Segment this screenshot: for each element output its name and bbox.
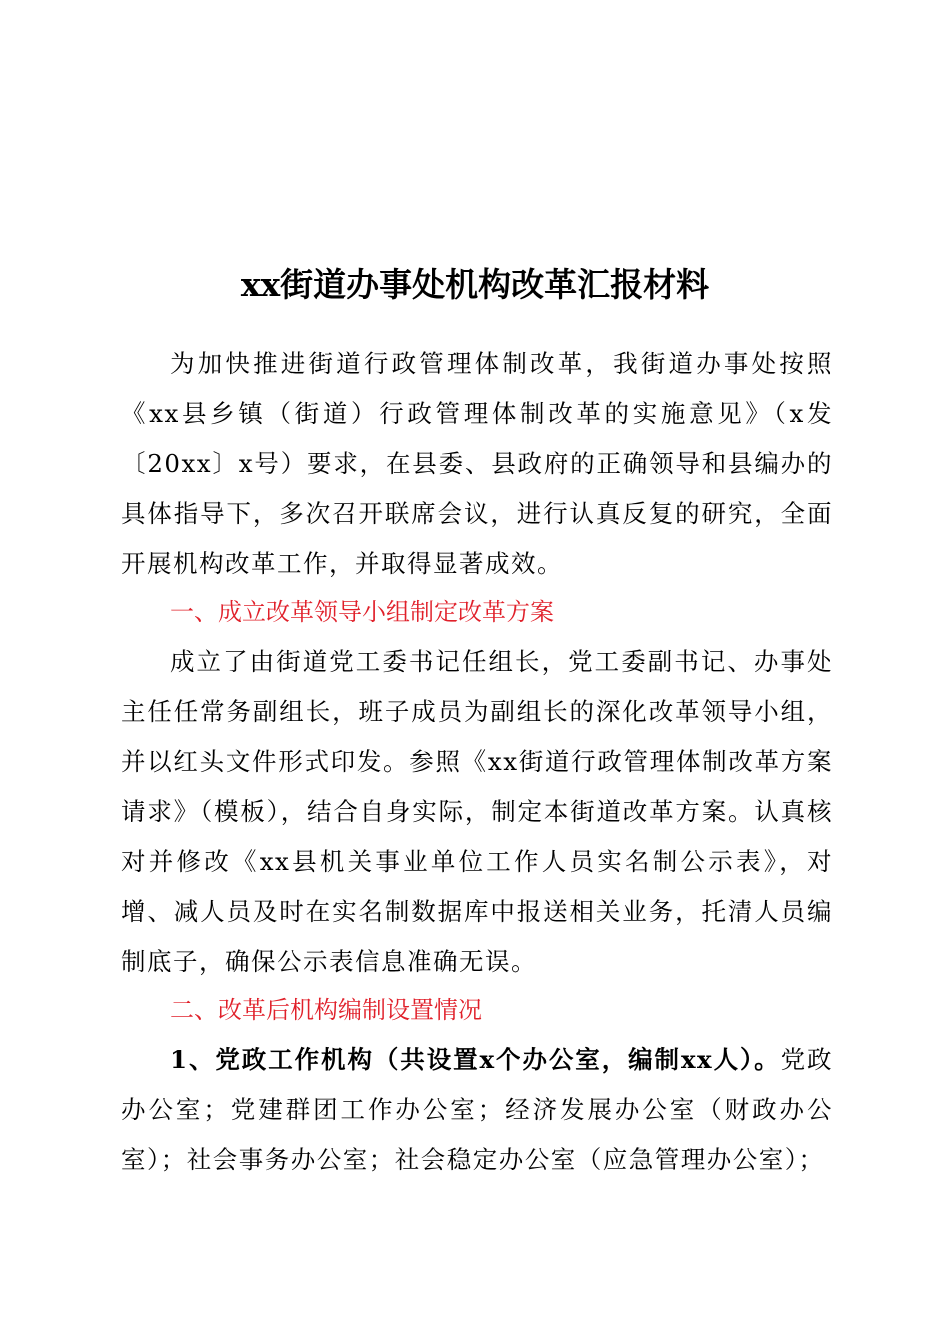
item-1-bold-lead: 1、党政工作机构（共设置x个办公室，编制xx人）。 bbox=[170, 1045, 781, 1074]
document-title: xx街道办事处机构改革汇报材料 bbox=[240, 265, 710, 304]
intro-paragraph: 为加快推进街道行政管理体制改革，我街道办事处按照《xx县乡镇（街道）行政管理体制改革的实施意见》（x发〔20xx〕x号）要求，在县委、县政府的正确领导和县编办的具体指导下，多次召开联席会议，进行认真反复的研究，全面开展机构改革工作，并取得显著成效。 bbox=[121, 349, 833, 578]
item-1-body: 党政办公室；党建群团工作办公室；经济发展办公室（财政办公室）；社会事务办公室；社会稳定办公室（应急管理办公室）； bbox=[121, 1045, 833, 1174]
section-2-paragraph bbox=[121, 1035, 833, 1185]
section-2-heading: 二、改革后机构编制设置情况 bbox=[170, 996, 482, 1024]
section-1-paragraph: 成立了由街道党工委书记任组长，党工委副书记、办事处主任任常务副组长，班子成员为副组长的深化改革领导小组，并以红头文件形式印发。参照《xx街道行政管理体制改革方案请求》（模板），结合自身实际，制定本街道改革方案。认真核对并修改《xx县机关事业单位工作人员实名制公示表》，对增、减人员及时在实名制数据库中报送相关业务，托清人员编制底子，确保公示表信息准确无误。 bbox=[121, 647, 833, 976]
section-1-heading: 一、成立改革领导小组制定改革方案 bbox=[170, 598, 554, 626]
